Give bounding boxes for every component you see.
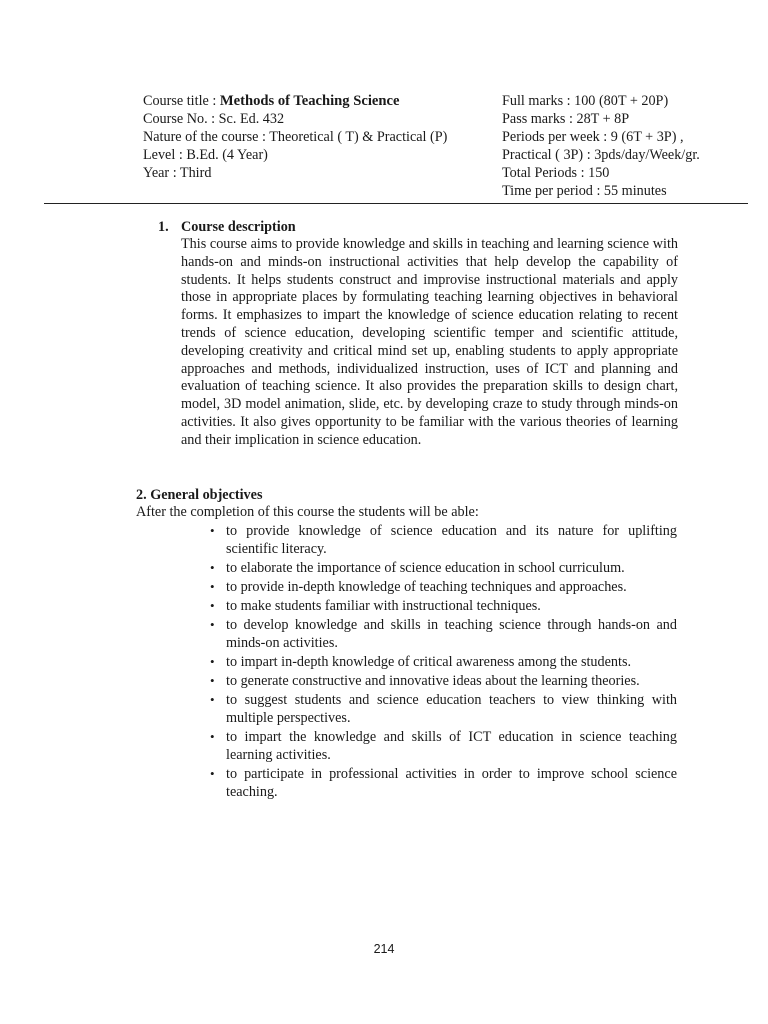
objective-text: to generate constructive and innovative ideas about the learning theories. [226,672,640,689]
list-item [208,522,677,558]
bullet-icon: • [210,765,215,781]
course-info-left [143,92,447,182]
course-year: Year : Third [143,165,212,181]
pass-marks: Pass marks : 28T + 8P [502,111,630,127]
bullet-icon: • [210,653,215,669]
list-item [208,653,677,671]
list-item [208,578,677,596]
course-title-label: Course title : [143,93,220,109]
objective-text: to participate in professional activities in order to improve school science teaching. [226,765,677,800]
course-level: Level : B.Ed. (4 Year) [143,147,268,163]
bullet-icon: • [210,522,215,538]
list-item [208,691,677,727]
full-marks: Full marks : 100 (80T + 20P) [502,93,669,109]
page-number: 214 [373,942,395,956]
course-title-value: Methods of Teaching Science [219,93,400,109]
objective-text: to provide in-depth knowledge of teaching techniques and approaches. [226,578,627,595]
list-item [208,559,677,577]
objective-text: to provide knowledge of science education and its nature for uplifting scientific literacy. [226,522,677,557]
practical-periods: Practical ( 3P) : 3pds/day/Week/gr. [502,147,700,163]
course-title-line [143,92,447,110]
objective-text: to elaborate the importance of science education in school curriculum. [226,559,625,576]
objective-text: to make students familiar with instructional techniques. [226,597,541,614]
time-per-period: Time per period : 55 minutes [502,183,667,199]
list-item [208,728,677,764]
section-title: Course description [181,219,296,235]
objective-text: to develop knowledge and skills in teaching science through hands-on and minds-on activities. [226,616,677,651]
bullet-icon: • [210,672,215,688]
objectives-intro: After the completion of this course the students will be able: [136,504,479,520]
total-periods: Total Periods : 150 [502,165,610,181]
general-objectives-section [136,486,696,802]
periods-per-week: Periods per week : 9 (6T + 3P) , [502,129,684,145]
objective-text: to impart in-depth knowledge of critical awareness among the students. [226,653,632,670]
general-objectives-heading: 2. General objectives [136,487,263,503]
course-description-section [158,218,678,450]
objective-text: to suggest students and science education teachers to view thinking with multiple perspectives. [226,691,677,726]
course-info-right [502,92,700,200]
course-nature: Nature of the course : Theoretical ( T) & Practical (P) [143,129,448,145]
objectives-list [208,522,677,801]
course-number: Course No. : Sc. Ed. 432 [143,111,285,127]
bullet-icon: • [210,691,215,707]
bullet-icon: • [210,616,215,632]
bullet-icon: • [210,728,215,744]
bullet-icon: • [210,578,215,594]
list-item [208,765,677,801]
bullet-icon: • [210,597,215,613]
objective-text: to impart the knowledge and skills of ICT education in science teaching learning activities. [226,728,677,763]
course-description-text: This course aims to provide knowledge and skills in teaching and learning science with hands-on and minds-on instructional activities that help develop the capability of students. It helps students construct and improvise instructional materials and apply those in appropriate places by formulating teaching learning objectives in behavioral forms. It emphasizes to impart the knowledge of science education relating to recent trends of science education, developing scientific temper and scientific attitude, developing creativity and critical mind set up, enabling students to apply appropriate approaches and methods, individualized instruction, uses of ICT and planning and evaluation of teaching science. It also provides the preparation skills to design chart, model, 3D model animation, slide, etc. by developing craze to study through minds-on activities. It also gives opportunity to be familiar with the various theories of learning and their implication in science education. [181,236,678,448]
list-item [208,616,677,652]
bullet-icon: • [210,559,215,575]
section-number: 1. [158,219,169,235]
list-item [208,597,677,615]
header-divider [44,203,748,204]
list-item [208,672,677,690]
course-description-heading [158,218,678,236]
